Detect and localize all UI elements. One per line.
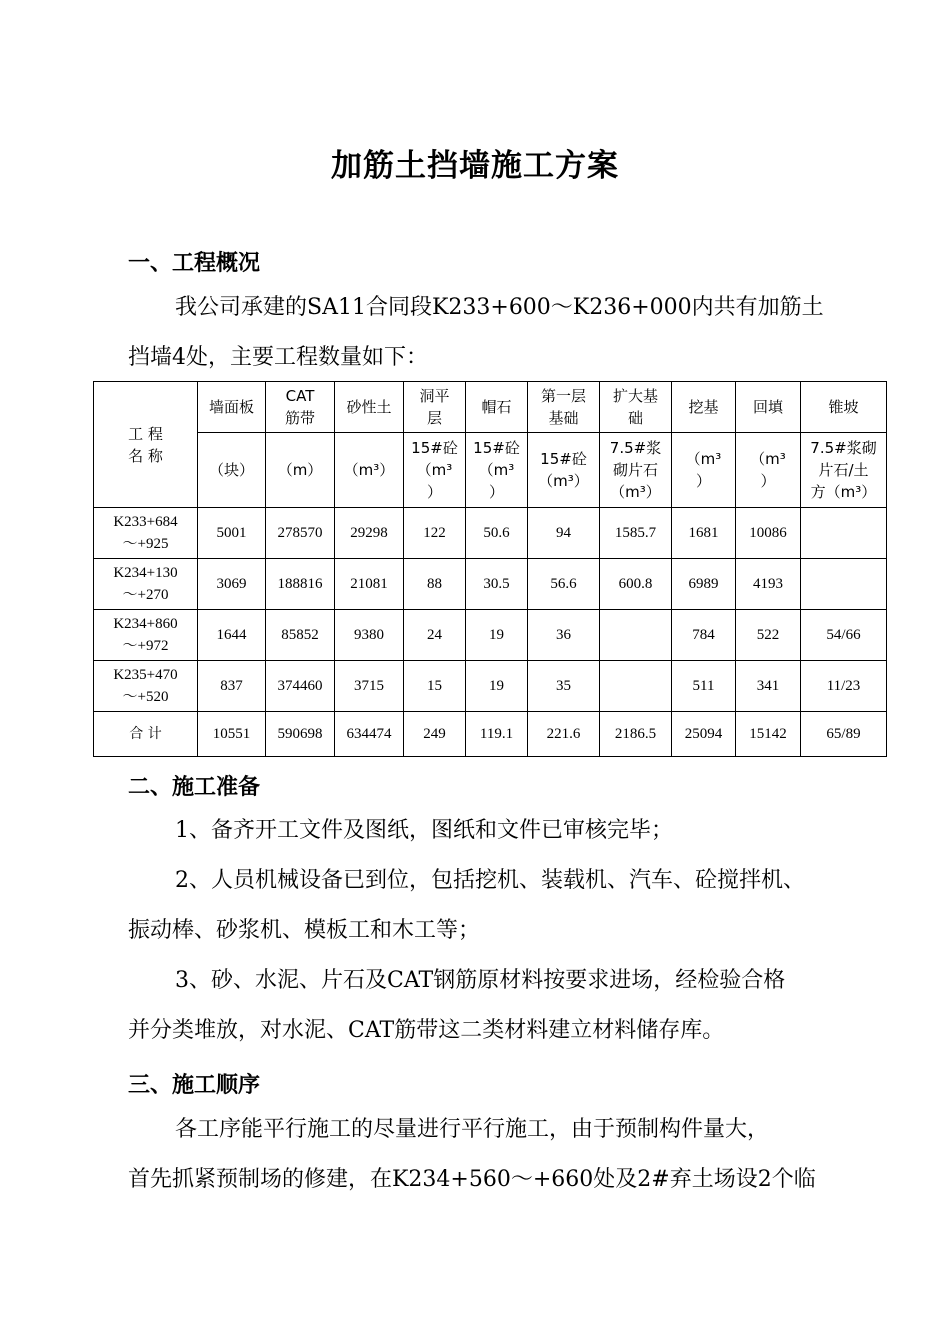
table-cell: 19 xyxy=(466,610,528,661)
column-unit-header: 15#砼 （m³） xyxy=(528,433,600,508)
table-corner-header: 工 程 名 称 xyxy=(94,382,198,508)
row-name-cell: K235+470 ～+520 xyxy=(94,661,198,712)
row-name-cell: K234+860 ～+972 xyxy=(94,610,198,661)
sequence-line-2: 首先抓紧预制场的修建，在K234+560～+660处及2#弃土场设2个临 xyxy=(128,1167,816,1192)
table-cell: 122 xyxy=(404,508,466,559)
column-unit-header: （m） xyxy=(266,433,335,508)
table-cell: 21081 xyxy=(335,559,404,610)
table-cell: 3069 xyxy=(198,559,266,610)
section-2-paragraphs xyxy=(128,806,858,1056)
column-header: 锥坡 xyxy=(801,382,887,433)
table-cell: 249 xyxy=(404,712,466,757)
column-unit-header: 15#砼 （m³ ） xyxy=(466,433,528,508)
table-cell: 1644 xyxy=(198,610,266,661)
table-row xyxy=(94,559,887,610)
table-cell: 85852 xyxy=(266,610,335,661)
table-cell: 1681 xyxy=(672,508,736,559)
section-3-paragraph xyxy=(128,1105,858,1205)
row-name-cell: 合 计 xyxy=(94,712,198,757)
table-cell: 278570 xyxy=(266,508,335,559)
table-cell xyxy=(600,610,672,661)
table-cell: 590698 xyxy=(266,712,335,757)
column-header: 挖基 xyxy=(672,382,736,433)
table-cell xyxy=(600,661,672,712)
table-cell: 511 xyxy=(672,661,736,712)
section-1-line-2: 挡墙4处，主要工程数量如下： xyxy=(128,345,428,370)
table-cell xyxy=(801,559,887,610)
table-cell: 88 xyxy=(404,559,466,610)
table-cell: 4193 xyxy=(736,559,801,610)
column-unit-header: （m³ ） xyxy=(672,433,736,508)
table-row xyxy=(94,508,887,559)
column-header: 回填 xyxy=(736,382,801,433)
table-cell: 341 xyxy=(736,661,801,712)
table-cell: 634474 xyxy=(335,712,404,757)
table-cell: 10551 xyxy=(198,712,266,757)
column-unit-header: （m³ ） xyxy=(736,433,801,508)
table-row xyxy=(94,610,887,661)
prep-item-3-line-2: 并分类堆放，对水泥、CAT筋带这二类材料建立材料储存库。 xyxy=(128,1018,725,1043)
table-cell: 50.6 xyxy=(466,508,528,559)
table-cell: 94 xyxy=(528,508,600,559)
row-name-cell: K233+684 ～+925 xyxy=(94,508,198,559)
prep-item-1: 1、备齐开工文件及图纸，图纸和文件已审核完毕； xyxy=(175,818,673,843)
table-cell: 9380 xyxy=(335,610,404,661)
table-cell: 5001 xyxy=(198,508,266,559)
section-2-heading: 二、施工准备 xyxy=(128,775,261,800)
table-cell: 784 xyxy=(672,610,736,661)
column-unit-header: （m³） xyxy=(335,433,404,508)
table-cell: 10086 xyxy=(736,508,801,559)
prep-item-3-line-1: 3、砂、水泥、片石及CAT钢筋原材料按要求进场，经检验合格 xyxy=(175,968,786,993)
table-cell: 30.5 xyxy=(466,559,528,610)
column-header: 砂性土 xyxy=(335,382,404,433)
section-1-heading: 一、工程概况 xyxy=(128,251,261,276)
sequence-line-1: 各工序能平行施工的尽量进行平行施工，由于预制构件量大， xyxy=(175,1117,770,1142)
table-cell: 188816 xyxy=(266,559,335,610)
column-unit-header: 7.5#浆砌 片石/土 方（m³） xyxy=(801,433,887,508)
quantity-table xyxy=(93,381,887,757)
prep-item-2-line-1: 2、人员机械设备已到位，包括挖机、装载机、汽车、砼搅拌机、 xyxy=(175,868,805,893)
table-cell xyxy=(801,508,887,559)
table-cell: 65/89 xyxy=(801,712,887,757)
table-row xyxy=(94,661,887,712)
column-header: 扩大基 础 xyxy=(600,382,672,433)
table-row xyxy=(94,712,887,757)
section-1-line-1: 我公司承建的SA11合同段K233+600～K236+000内共有加筋土 xyxy=(175,295,824,320)
table-cell: 15 xyxy=(404,661,466,712)
table-cell: 24 xyxy=(404,610,466,661)
table-cell: 54/66 xyxy=(801,610,887,661)
table-cell: 36 xyxy=(528,610,600,661)
prep-item-2-line-2: 振动棒、砂浆机、模板工和木工等； xyxy=(128,918,481,943)
section-1-paragraph xyxy=(128,283,858,383)
column-header: 洞平 层 xyxy=(404,382,466,433)
table-cell: 29298 xyxy=(335,508,404,559)
section-3-heading: 三、施工顺序 xyxy=(128,1073,261,1098)
table-cell: 11/23 xyxy=(801,661,887,712)
table-cell: 25094 xyxy=(672,712,736,757)
table-cell: 2186.5 xyxy=(600,712,672,757)
table-cell: 522 xyxy=(736,610,801,661)
column-header: 墙面板 xyxy=(198,382,266,433)
table-cell: 221.6 xyxy=(528,712,600,757)
column-unit-header: 15#砼 （m³ ） xyxy=(404,433,466,508)
table-cell: 837 xyxy=(198,661,266,712)
table-cell: 1585.7 xyxy=(600,508,672,559)
column-unit-header: （块） xyxy=(198,433,266,508)
table-cell: 119.1 xyxy=(466,712,528,757)
table-cell: 15142 xyxy=(736,712,801,757)
table-cell: 6989 xyxy=(672,559,736,610)
row-name-cell: K234+130 ～+270 xyxy=(94,559,198,610)
table-cell: 374460 xyxy=(266,661,335,712)
table-cell: 19 xyxy=(466,661,528,712)
column-header: CAT 筋带 xyxy=(266,382,335,433)
column-header: 帽石 xyxy=(466,382,528,433)
table-cell: 3715 xyxy=(335,661,404,712)
column-unit-header: 7.5#浆 砌片石 （m³） xyxy=(600,433,672,508)
column-header: 第一层 基础 xyxy=(528,382,600,433)
table-cell: 35 xyxy=(528,661,600,712)
document-title: 加筋土挡墙施工方案 xyxy=(331,148,619,184)
table-cell: 600.8 xyxy=(600,559,672,610)
table-cell: 56.6 xyxy=(528,559,600,610)
